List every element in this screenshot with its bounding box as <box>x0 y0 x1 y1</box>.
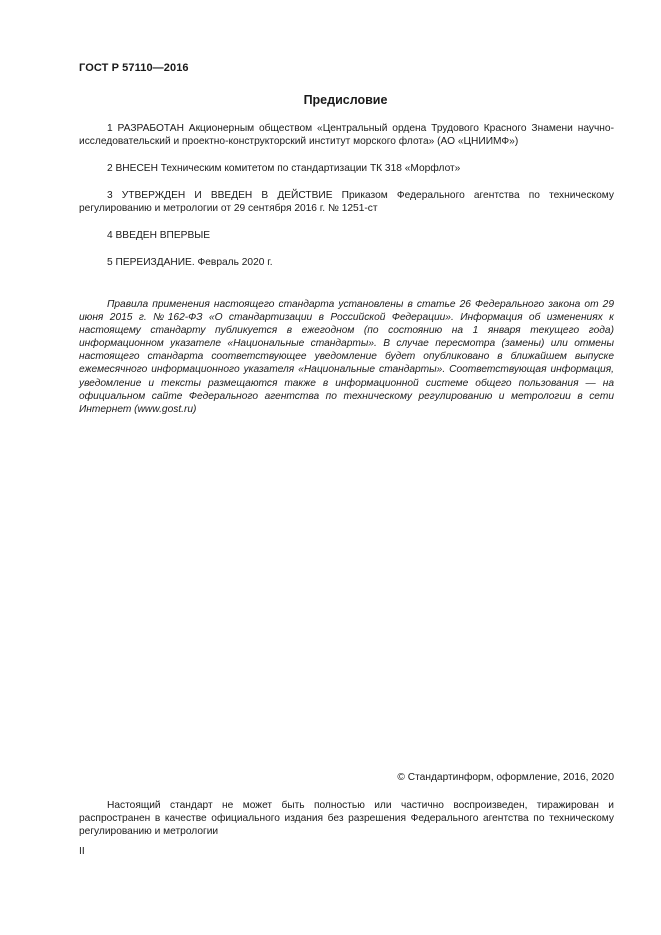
preface-item-5: 5 ПЕРЕИЗДАНИЕ. Февраль 2020 г. <box>107 257 273 268</box>
preface-item-2: 2 ВНЕСЕН Техническим комитетом по стандартизации ТК 318 «Морфлот» <box>107 163 461 174</box>
copyright-line: © Стандартинформ, оформление, 2016, 2020 <box>397 772 614 783</box>
preface-items <box>79 122 614 283</box>
preface-item-1: 1 РАЗРАБОТАН Акционерным обществом «Центральный ордена Трудового Красного Знамени научно-исследовательский и проектно-конструкторский институт морского флота» (АО «ЦНИИМФ») <box>79 123 614 147</box>
preface-item-3: 3 УТВЕРЖДЕН И ВВЕДЕН В ДЕЙСТВИЕ Приказом Федерального агентства по техническому регулированию и метрологии от 29 сентября 2016 г. № 1251-ст <box>79 190 614 214</box>
preface-item-4: 4 ВВЕДЕН ВПЕРВЫЕ <box>107 230 211 241</box>
section-title: Предисловие <box>303 93 388 107</box>
standard-id: ГОСТ Р 57110—2016 <box>79 62 189 74</box>
reproduction-note: Настоящий стандарт не может быть полностью или частично воспроизведен, тиражирован и распространен в качестве официального издания без разрешения Федерального агентства по техническому регулированию и метрологии <box>79 800 614 837</box>
application-rules-notice: Правила применения настоящего стандарта установлены в статье 26 Федерального закона от 29 июня 2015 г. №162-ФЗ «О стандартизации в Российской Федерации». Информация об изменениях к настоящему стандарту публикуется в ежегодном (по состоянию на 1 января текущего года) информационном указателе «Национальные стандарты». В случае пересмотра (замены) или отмены настоящего стандарта соответствующее уведомление будет опубликовано в ближайшем выпуске ежемесячного информационного указателя «Национальные стандарты». Соответствующая информация, уведомление и тексты размещаются также в информационной системе общего пользования — на официальном сайте Федерального агентства по техническому регулированию и метрологии в сети Интернет (www.gost.ru) <box>79 299 614 415</box>
page-number: II <box>79 846 85 857</box>
